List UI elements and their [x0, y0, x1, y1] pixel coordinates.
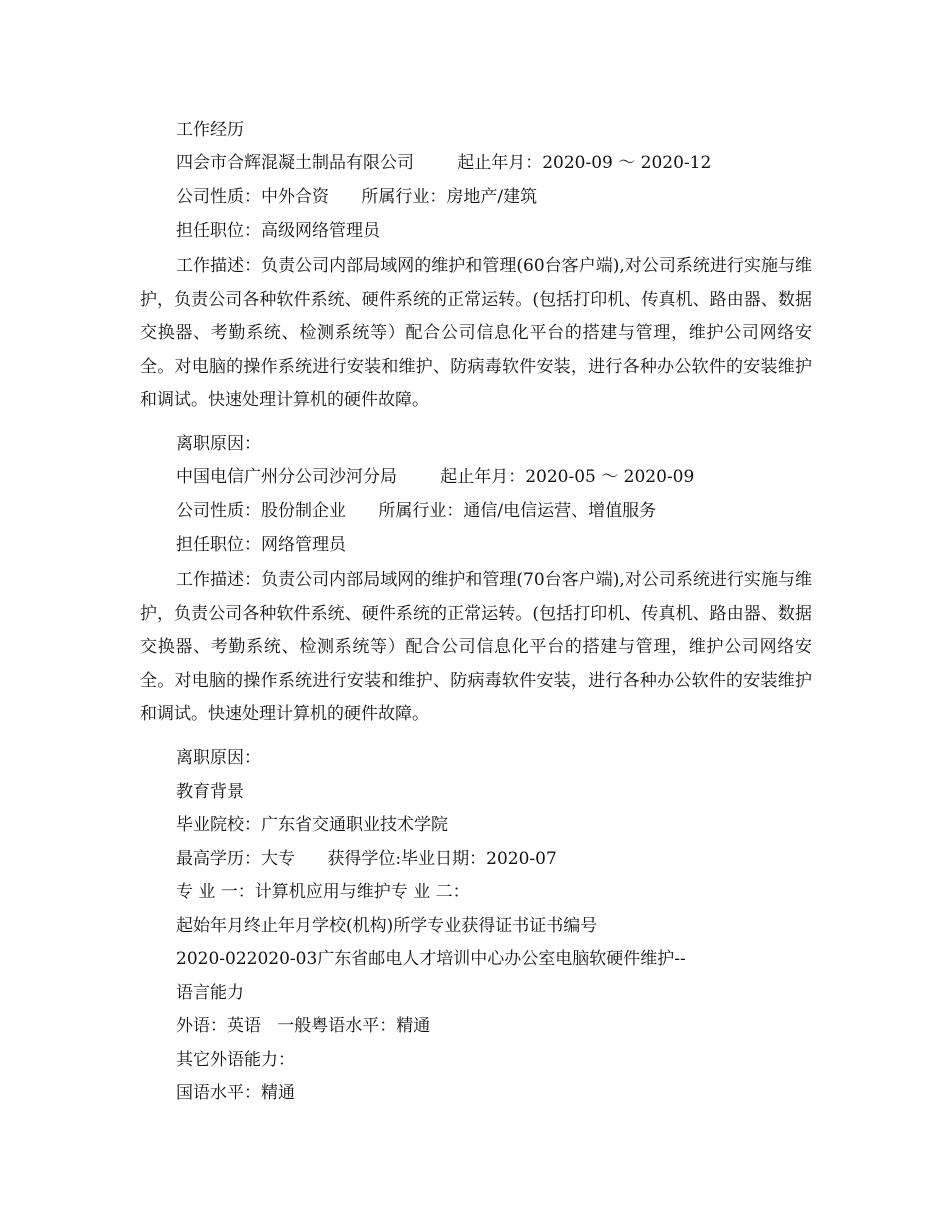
language-other: 其它外语能力：: [176, 1050, 295, 1070]
job-2-position: 担任职位：网络管理员: [176, 535, 346, 555]
certificate-row: 2020-022020-03广东省邮电人才培训中心办公室电脑软硬件维护--: [176, 949, 686, 969]
language-foreign: 外语：英语 一般粤语水平：精通: [176, 1016, 431, 1036]
job-2-nature: 公司性质：股份制企业 所属行业：通信/电信运营、增值服务: [176, 501, 657, 521]
language-heading: 语言能力: [176, 983, 244, 1003]
job-1-description: 工作描述：负责公司内部局域网的维护和管理(60台客户端),对公司系统进行实施与维护，负责公司各种软件系统、硬件系统的正常运转。(包括打印机、传真机、路由器、数据交换器、考勤系统、检测系统等）配合公司信息化平台的搭建与管理，维护公司网络安全。对电脑的操作系统进行安装和维护、防病毒软件安装，进行各种办公软件的安装维护和调试。快速处理计算机的硬件故障。: [140, 256, 812, 410]
education-major: 专 业 一：计算机应用与维护专 业 二：: [176, 882, 470, 902]
language-mandarin: 国语水平：精通: [176, 1083, 295, 1103]
education-degree: 最高学历：大专 获得学位:毕业日期：2020-07: [176, 849, 557, 869]
job-2-company: 中国电信广州分公司沙河分局 起止年月：2020-05 ～ 2020-09: [176, 467, 695, 487]
job-1-position: 担任职位：高级网络管理员: [176, 221, 380, 241]
job-1-nature: 公司性质：中外合资 所属行业：房地产/建筑: [176, 187, 538, 207]
work-experience-heading: 工作经历: [176, 120, 244, 140]
certificate-header: 起始年月终止年月学校(机构)所学专业获得证书证书编号: [176, 916, 598, 936]
education-heading: 教育背景: [176, 782, 244, 802]
job-1-leave-reason: 离职原因：: [176, 434, 261, 454]
job-2-leave-reason: 离职原因：: [176, 748, 261, 768]
education-school: 毕业院校：广东省交通职业技术学院: [176, 815, 448, 835]
job-1-company: 四会市合辉混凝土制品有限公司 起止年月：2020-09 ～ 2020-12: [176, 153, 712, 173]
job-2-description: 工作描述：负责公司内部局域网的维护和管理(70台客户端),对公司系统进行实施与维护，负责公司各种软件系统、硬件系统的正常运转。(包括打印机、传真机、路由器、数据交换器、考勤系统、检测系统等）配合公司信息化平台的搭建与管理，维护公司网络安全。对电脑的操作系统进行安装和维护、防病毒软件安装，进行各种办公软件的安装维护和调试。快速处理计算机的硬件故障。: [140, 570, 812, 724]
